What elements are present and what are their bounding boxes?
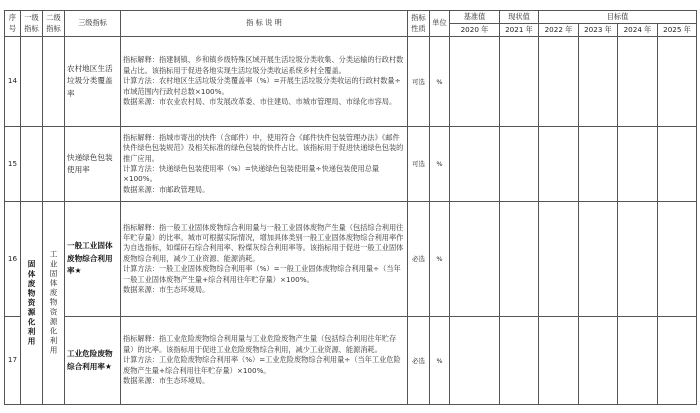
level1-label: 固体废物资源化利用 — [27, 259, 36, 347]
current-value — [500, 317, 539, 405]
header-level3: 三级指标 — [65, 11, 121, 37]
indicator-nature: 必选 — [408, 202, 430, 317]
target-2025 — [658, 317, 697, 405]
header-target: 目标值 — [539, 11, 697, 24]
header-level2: 二级指标 — [43, 11, 65, 37]
target-2025 — [658, 202, 697, 317]
level2-indicator — [43, 202, 65, 405]
level1-indicator — [21, 202, 43, 405]
target-2024 — [618, 127, 658, 202]
target-2023 — [579, 127, 618, 202]
indicator-description — [121, 37, 408, 127]
header-description: 指 标 说 明 — [121, 11, 408, 37]
description-explanation: 指标解释：指建制镇、乡和镇乡级特殊区域开展生活垃圾分类收集、分类运输的行政村数量占比。该指标用于促进各地实现生活垃圾分类收运系统乡村全覆盖。 — [123, 55, 404, 75]
description-source: 数据来源：市生态环境局。 — [123, 376, 210, 386]
target-2025 — [658, 37, 697, 127]
baseline-value — [450, 127, 500, 202]
header-level1: 一级指标 — [21, 11, 43, 37]
description-source: 数据来源：市农业农村局、市发展改革委、市住建局、市城市管理局、市绿化市容局。 — [123, 97, 397, 107]
indicator-unit: % — [430, 202, 450, 317]
description-explanation: 指标解释：指城市寄出的快件（含邮件）中，使用符合《邮件快件包装管理办法》《邮件快件绿色包装规范》及相关标准的绿色包装的快件占比。该指标用于促进快递绿色包装的推广应用。 — [123, 132, 404, 163]
target-2022 — [539, 127, 579, 202]
target-2022 — [539, 202, 579, 317]
row-number: 16 — [5, 202, 21, 317]
target-2024 — [618, 202, 658, 317]
indicator-table — [4, 10, 697, 405]
current-value — [500, 202, 539, 317]
target-2024 — [618, 37, 658, 127]
target-2023 — [579, 317, 618, 405]
level3-indicator: 一般工业固体废物综合利用率★ — [65, 202, 121, 317]
indicator-unit: % — [430, 127, 450, 202]
header-seq: 序号 — [5, 11, 21, 37]
baseline-value — [450, 202, 500, 317]
target-2024 — [618, 317, 658, 405]
indicator-nature: 必选 — [408, 317, 430, 405]
indicator-nature: 可选 — [408, 127, 430, 202]
current-value — [500, 37, 539, 127]
level2-cell — [43, 37, 65, 127]
baseline-value — [450, 37, 500, 127]
level3-indicator: 农村地区生活垃圾分类覆盖率 — [65, 37, 121, 127]
indicator-nature: 可选 — [408, 37, 430, 127]
level3-indicator: 工业危险废物综合利用率★ — [65, 317, 121, 405]
description-method: 计算方法：快递绿色包装使用率（%）=快递绿色包装使用量÷快递包装使用总量×100%。 — [123, 164, 380, 184]
indicator-description — [121, 127, 408, 202]
header-year-2023: 2023 年 — [579, 24, 618, 37]
row-number: 14 — [5, 37, 21, 127]
level2-cell — [43, 127, 65, 202]
header-current: 现状值 — [500, 11, 539, 24]
header-baseline: 基准值 — [450, 11, 500, 24]
header-year-2020: 2020 年 — [450, 24, 500, 37]
header-year-2021: 2021 年 — [500, 24, 539, 37]
header-year-2024: 2024 年 — [618, 24, 658, 37]
current-value — [500, 127, 539, 202]
baseline-value — [450, 317, 500, 405]
indicator-description — [121, 202, 408, 317]
description-source: 数据来源：市生态环境局。 — [123, 285, 210, 295]
indicator-unit: % — [430, 37, 450, 127]
header-year-2025: 2025 年 — [658, 24, 697, 37]
target-2022 — [539, 37, 579, 127]
table-row — [5, 127, 697, 202]
target-2023 — [579, 202, 618, 317]
target-2023 — [579, 37, 618, 127]
header-nature: 指标性质 — [408, 11, 430, 37]
target-2022 — [539, 317, 579, 405]
indicator-description — [121, 317, 408, 405]
description-explanation: 指标解释：指一般工业固体废物综合利用量与一般工业固体废物产生量（包括综合利用往年贮存量）的比率。城市可根据实际情况，增加具体类别一般工业固体废物综合利用率作为自选指标，如煤矸石综合利用率、粉煤灰综合利用率等。该指标用于促进一般工业固体废物综合利用，减少工业资源、能源消耗。 — [123, 222, 404, 263]
header-year-2022: 2022 年 — [539, 24, 579, 37]
table-row — [5, 202, 697, 317]
target-2025 — [658, 127, 697, 202]
description-method: 计算方法：工业危险废物综合利用率（%）=工业危险废物综合利用量÷（当年工业危险废物产生量+综合利用往年贮存量）×100%。 — [123, 355, 401, 375]
table-row — [5, 317, 697, 405]
description-method: 计算方法：农村地区生活垃圾分类覆盖率（%）=开展生活垃圾分类收运的行政村数量÷市域范围内行政村总数×100%。 — [123, 76, 401, 96]
level2-label: 工业固体废物资源化利用 — [49, 250, 58, 356]
indicator-table-sheet — [4, 10, 696, 405]
level1-cell — [21, 127, 43, 202]
header-unit: 单位 — [430, 11, 450, 37]
level1-cell — [21, 37, 43, 127]
indicator-unit: % — [430, 317, 450, 405]
description-method: 计算方法：一般工业固体废物综合利用率（%）=一般工业固体废物综合利用量÷（当年一般工业固体废物产生量+综合利用往年贮存量）×100%。 — [123, 264, 401, 284]
table-row — [5, 37, 697, 127]
description-explanation: 指标解释：指工业危险废物综合利用量与工业危险废物产生量（包括综合利用往年贮存量）的比率。该指标用于促进工业危险废物综合利用，减少工业资源、能源消耗。 — [123, 334, 397, 354]
row-number: 17 — [5, 317, 21, 405]
row-number: 15 — [5, 127, 21, 202]
level3-indicator: 快递绿色包装使用率 — [65, 127, 121, 202]
description-source: 数据来源：市邮政管理局。 — [123, 184, 210, 194]
